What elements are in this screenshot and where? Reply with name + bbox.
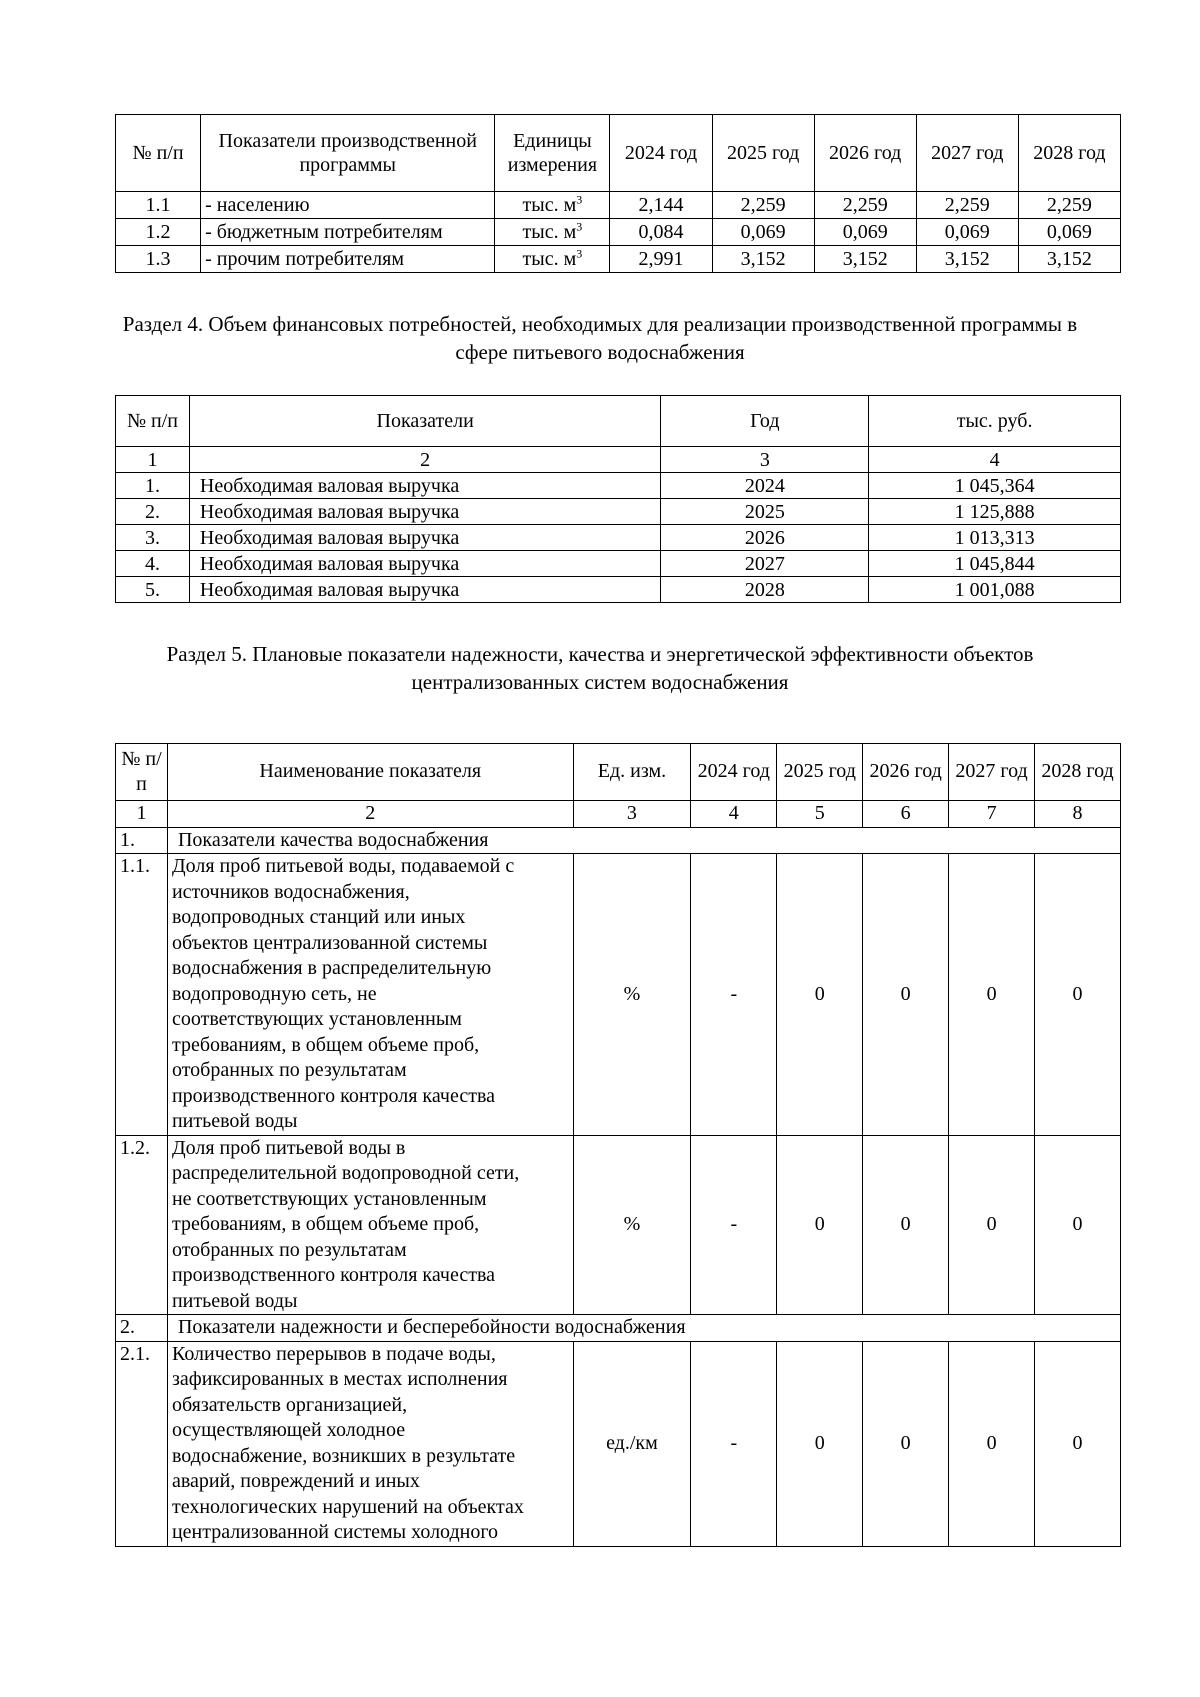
group-title: Показатели качества водоснабжения <box>167 827 1120 854</box>
row-unit <box>495 246 610 273</box>
cell-value: 0,069 <box>712 219 814 246</box>
unit-sup: 3 <box>576 192 583 207</box>
table-row <box>116 499 1121 525</box>
header-year: 2027 год <box>949 744 1035 801</box>
header-year: 2028 год <box>1018 115 1120 192</box>
name-line: производственного контроля качества <box>171 1084 496 1107</box>
row-num: 1. <box>116 473 190 499</box>
name-line: производственного контроля качества <box>171 1264 496 1286</box>
row-num: 2. <box>116 499 190 525</box>
row-name: Необходимая валовая выручка <box>189 551 661 577</box>
name-line: зафиксированных в местах исполнения <box>171 1368 508 1390</box>
cell-value: 2,259 <box>1018 192 1120 219</box>
column-number: 3 <box>573 801 691 828</box>
header-unit: Единицы измерения <box>495 115 610 192</box>
group-row <box>116 827 1121 854</box>
cell-value: 3,152 <box>712 246 814 273</box>
cell-value: 2,991 <box>610 246 712 273</box>
cell-value: 0 <box>1035 1341 1121 1546</box>
column-number: 2 <box>189 447 661 473</box>
group-num: 2. <box>116 1315 168 1342</box>
cell-value: - <box>691 1135 777 1315</box>
table-row <box>116 854 1121 1136</box>
name-line: питьевой воды <box>171 1289 298 1312</box>
column-number: 6 <box>863 801 949 828</box>
column-number: 2 <box>167 801 573 828</box>
unit-sup: 3 <box>576 246 583 261</box>
name-line: объектов централизованной системы <box>171 931 488 954</box>
cell-value: 0 <box>863 1135 949 1315</box>
column-number: 3 <box>661 447 869 473</box>
group-row <box>116 1315 1121 1342</box>
cell-value: 2,259 <box>814 192 916 219</box>
row-unit <box>495 192 610 219</box>
name-line: централизованной системы холодного <box>171 1521 499 1543</box>
row-num: 1.2 <box>116 219 201 246</box>
row-num: 1.1. <box>116 854 168 1136</box>
row-unit <box>495 219 610 246</box>
row-year: 2028 <box>661 577 869 603</box>
name-line: отобранных по результатам <box>171 1059 407 1081</box>
name-line: источников водоснабжения, <box>171 880 410 903</box>
name-line: обязательств организацией, <box>171 1393 408 1416</box>
row-name: Необходимая валовая выручка <box>189 473 661 499</box>
row-name: - бюджетным потребителям <box>201 219 495 246</box>
table-header-row <box>116 744 1121 801</box>
row-name: Необходимая валовая выручка <box>189 499 661 525</box>
row-name <box>167 1341 573 1546</box>
cell-value: 0,069 <box>814 219 916 246</box>
table-row <box>116 219 1121 246</box>
column-number: 1 <box>116 447 190 473</box>
cell-value: 0 <box>949 854 1035 1136</box>
header-year: 2026 год <box>863 744 949 801</box>
name-line: водопроводную сеть, не <box>171 982 377 1005</box>
unit-text: тыс. м <box>522 221 577 243</box>
name-line: водоснабжение, возникших в результате <box>171 1444 516 1467</box>
row-num: 1.3 <box>116 246 201 273</box>
header-year: 2024 год <box>691 744 777 801</box>
cell-value: 0,069 <box>1018 219 1120 246</box>
name-line: водопроводных станций или иных <box>171 906 466 928</box>
name-line: Доля проб питьевой воды, подаваемой с <box>171 855 515 877</box>
header-year: 2027 год <box>916 115 1018 192</box>
cell-value: - <box>691 1341 777 1546</box>
row-unit: % <box>573 1135 691 1315</box>
header-indicator: Показатели <box>189 396 661 447</box>
column-number: 5 <box>777 801 863 828</box>
row-unit: ед./км <box>573 1341 691 1546</box>
group-title: Показатели надежности и бесперебойности водоснабжения <box>167 1315 1120 1342</box>
table-row <box>116 577 1121 603</box>
row-value: 1 045,364 <box>869 473 1121 499</box>
cell-value: 0,069 <box>916 219 1018 246</box>
header-year: 2026 год <box>814 115 916 192</box>
column-number: 8 <box>1035 801 1121 828</box>
unit-sup: 3 <box>576 219 583 234</box>
name-line: не соответствующих установленным <box>171 1187 487 1210</box>
row-num: 1.1 <box>116 192 201 219</box>
row-name: - населению <box>201 192 495 219</box>
header-num: № п/п <box>116 115 201 192</box>
group-num: 1. <box>116 827 168 854</box>
cell-value: 0 <box>949 1341 1035 1546</box>
column-number: 1 <box>116 801 168 828</box>
table-row <box>116 192 1121 219</box>
row-num: 5. <box>116 577 190 603</box>
table-row <box>116 1341 1121 1546</box>
header-year: 2025 год <box>777 744 863 801</box>
row-value: 1 045,844 <box>869 551 1121 577</box>
header-indicator: Показатели производственной программы <box>201 115 495 192</box>
header-year: 2025 год <box>712 115 814 192</box>
header-num: № п/п <box>116 396 190 447</box>
column-number: 4 <box>691 801 777 828</box>
cell-value: 0 <box>777 1341 863 1546</box>
production-program-table <box>115 114 1121 273</box>
table-row <box>116 246 1121 273</box>
section-5-title: Раздел 5. Плановые показатели надежности, качества и энергетической эффективности объектов централизованных систем водоснабжения <box>166 642 1034 694</box>
header-unit: Ед. изм. <box>573 744 691 801</box>
row-year: 2027 <box>661 551 869 577</box>
table-row <box>116 551 1121 577</box>
cell-value: 0 <box>863 854 949 1136</box>
name-line: Доля проб питьевой воды в <box>171 1136 406 1159</box>
row-name <box>167 854 573 1136</box>
row-name <box>167 1135 573 1315</box>
cell-value: 0 <box>863 1341 949 1546</box>
name-line: требованиям, в общем объеме проб, <box>171 1033 480 1056</box>
row-value: 1 001,088 <box>869 577 1121 603</box>
name-line: отобранных по результатам <box>171 1238 407 1261</box>
row-year: 2026 <box>661 525 869 551</box>
name-line: питьевой воды <box>171 1110 298 1132</box>
cell-value: 0 <box>777 854 863 1136</box>
name-line: технологических нарушений на объектах <box>171 1495 524 1518</box>
name-line: осуществляющей холодное <box>171 1419 406 1441</box>
reliability-indicators-table <box>115 743 1121 1547</box>
name-line: требованиям, в общем объеме проб, <box>171 1213 480 1235</box>
cell-value: 0 <box>1035 1135 1121 1315</box>
cell-value: 0,084 <box>610 219 712 246</box>
table-header-row <box>116 115 1121 192</box>
column-number-row <box>116 447 1121 473</box>
cell-value: 2,259 <box>916 192 1018 219</box>
table-header-row <box>116 396 1121 447</box>
row-name: Необходимая валовая выручка <box>189 577 661 603</box>
row-value: 1 013,313 <box>869 525 1121 551</box>
unit-text: тыс. м <box>522 194 577 216</box>
name-line: соответствующих установленным <box>171 1008 462 1030</box>
cell-value: 3,152 <box>814 246 916 273</box>
cell-value: 3,152 <box>916 246 1018 273</box>
financial-needs-table <box>115 395 1121 603</box>
row-num: 4. <box>116 551 190 577</box>
column-number: 7 <box>949 801 1035 828</box>
table-row <box>116 525 1121 551</box>
section-4-title: Раздел 4. Объем финансовых потребностей, необходимых для реализации производственной программы в сфере питьевого водоснабжения <box>122 312 1078 364</box>
header-year: 2024 год <box>610 115 712 192</box>
cell-value: 0 <box>949 1135 1035 1315</box>
name-line: распределительной водопроводной сети, <box>171 1162 520 1184</box>
row-num: 3. <box>116 525 190 551</box>
header-year: Год <box>661 396 869 447</box>
header-year: 2028 год <box>1035 744 1121 801</box>
header-num: № п/п <box>116 744 168 801</box>
name-line: Количество перерывов в подаче воды, <box>171 1342 496 1365</box>
row-name: Необходимая валовая выручка <box>189 525 661 551</box>
cell-value: 0 <box>777 1135 863 1315</box>
table-row <box>116 1135 1121 1315</box>
row-unit: % <box>573 854 691 1136</box>
name-line: аварий, повреждений и иных <box>171 1470 420 1492</box>
row-num: 2.1. <box>116 1341 168 1546</box>
row-year: 2025 <box>661 499 869 525</box>
name-line: водоснабжения в распределительную <box>171 957 492 979</box>
cell-value: 2,144 <box>610 192 712 219</box>
cell-value: 3,152 <box>1018 246 1120 273</box>
header-value: тыс. руб. <box>869 396 1121 447</box>
cell-value: - <box>691 854 777 1136</box>
column-number-row <box>116 801 1121 828</box>
row-num: 1.2. <box>116 1135 168 1315</box>
table-row <box>116 473 1121 499</box>
cell-value: 2,259 <box>712 192 814 219</box>
row-year: 2024 <box>661 473 869 499</box>
cell-value: 0 <box>1035 854 1121 1136</box>
row-name: - прочим потребителям <box>201 246 495 273</box>
unit-text: тыс. м <box>522 248 577 270</box>
column-number: 4 <box>869 447 1121 473</box>
header-indicator: Наименование показателя <box>167 744 573 801</box>
row-value: 1 125,888 <box>869 499 1121 525</box>
